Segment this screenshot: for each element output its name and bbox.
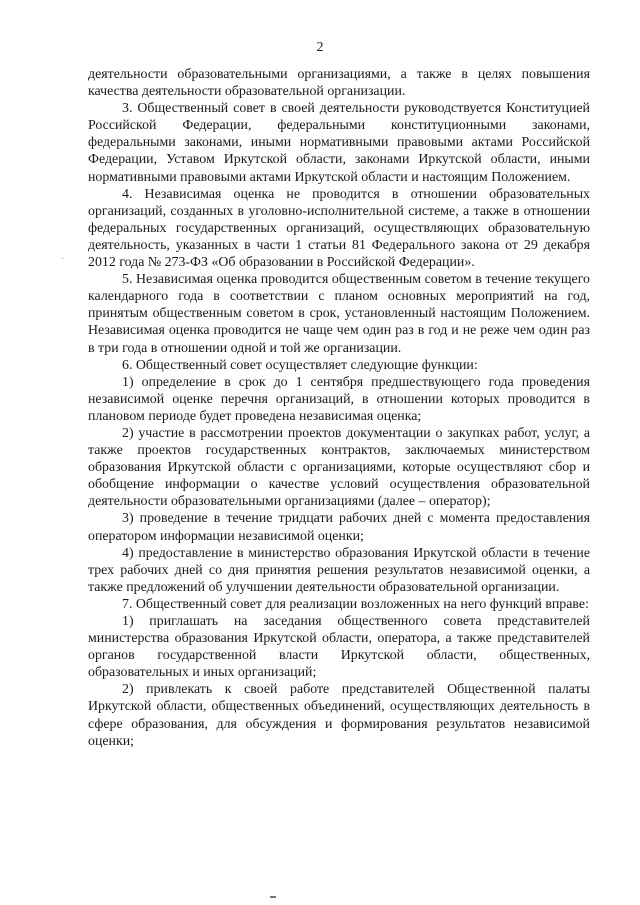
paragraph-item-6-4: 4) предоставление в министерство образования Иркутской области в течение трех рабочих дней со дня принятия решения результатов независимой оценки, а также предложений об улучшении деятельности образовательной организации. [88,545,590,595]
paragraph-item-7-1: 1) приглашать на заседания общественного совета представителей министерства образования Иркутской области, оператора, а также представителей органов государственной власти Иркутской области, общественных, образовательных и иных организаций; [88,614,590,681]
document-body [88,66,590,750]
paragraph-item-4: 4. Независимая оценка не проводится в отношении образовательных организаций, созданных в уголовно-исполнительной системе, а также в отношении федеральных государственных организаций, осуществляющих образовательную деятельность, указанных в части 1 статьи 81 Федерального закона от 29 декабря 2012 года № 273-ФЗ «Об образовании в Российской Федерации». [88,186,590,271]
paragraph-item-6-2: 2) участие в рассмотрении проектов документации о закупках работ, услуг, а также проектов государственных контрактов, заключаемых министерством образования Иркутской области с организациями, которые осуществляют сбор и обобщение информации о качестве условий осуществления образовательной деятельности образовательными организациями (далее – оператор); [88,425,590,510]
paragraph-item-6: 6. Общественный совет осуществляет следующие функции: [122,357,478,373]
scan-speck [62,258,63,259]
paragraph-item-6-3: 3) проведение в течение тридцати рабочих дней с момента предоставления оператором информации независимой оценки; [88,511,590,544]
paragraph-item-7: 7. Общественный совет для реализации возложенных на него функций вправе: [122,596,589,612]
paragraph-item-6-1: 1) определение в срок до 1 сентября предшествующего года проведения независимой оценке перечня организаций, в отношении которых проводится в плановом периоде будет проведена независимая оценка; [88,374,590,424]
paragraph-item-5: 5. Независимая оценка проводится общественным советом в течение текущего календарного года в соответствии с планом основных мероприятий на год, принятым общественным советом в срок, установленный настоящим Положением. Независимая оценка проводится не чаще чем один раз в год и не реже чем один раз в три года в отношении одной и той же организации. [88,272,590,356]
scan-speck-bottom [270,896,276,898]
page-number: 2 [316,40,324,55]
paragraph-continuation: деятельности образовательными организациями, а также в целях повышения качества деятельности образовательной организации. [88,67,590,100]
paragraph-item-3: 3. Общественный совет в своей деятельности руководствуется Конституцией Российской Федерации, федеральными конституционными законами, федеральными законами, иными нормативными правовыми актами Российской Федерации, Уставом Иркутской области, законами Иркутской области, иными нормативными правовыми актами Иркутской области и настоящим Положением. [88,101,590,185]
paragraph-item-7-2: 2) привлекать к своей работе представителей Общественной палаты Иркутской области, общественных объединений, осуществляющих деятельность в сфере образования, для обсуждения и формирования результатов независимой оценки; [88,682,590,749]
